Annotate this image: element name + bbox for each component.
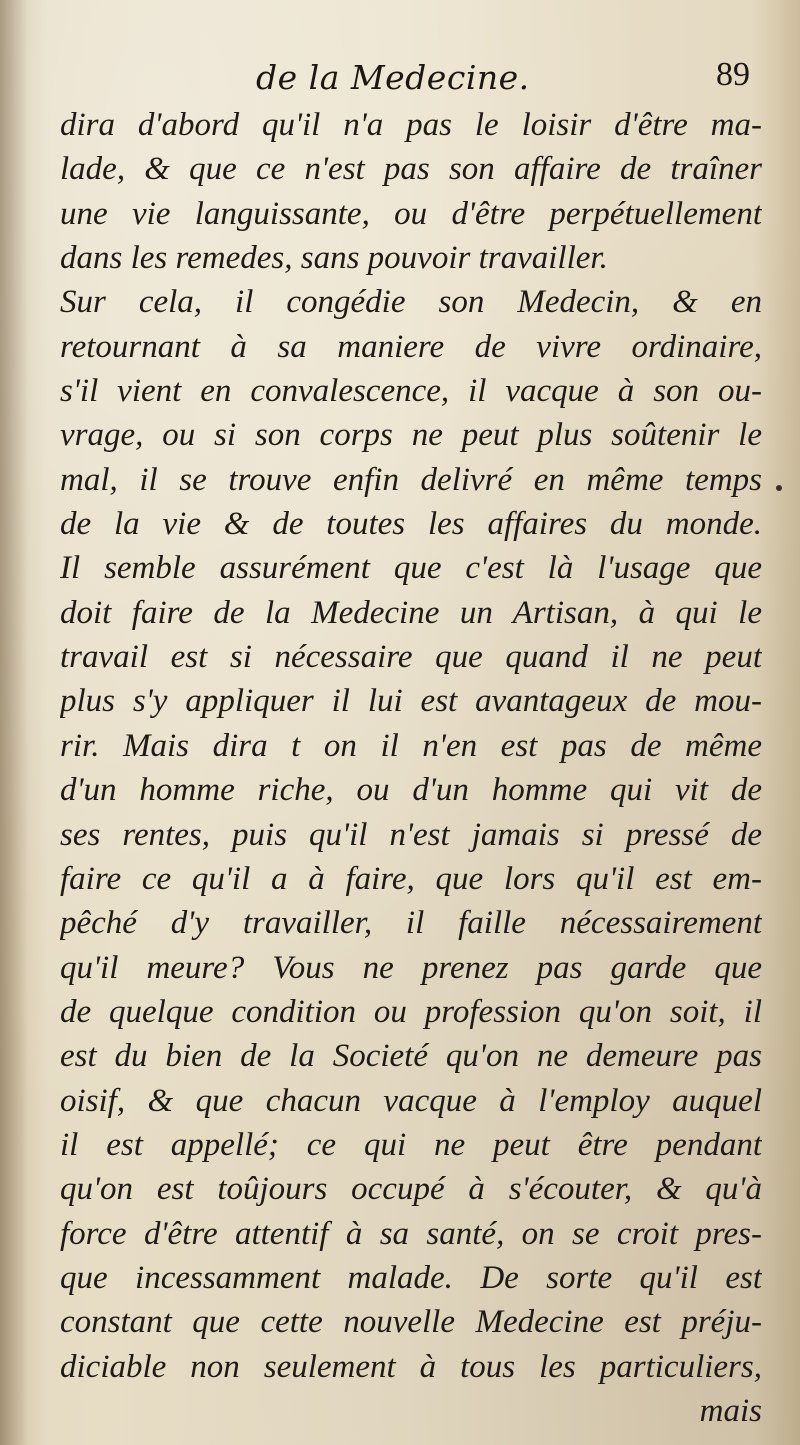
ink-speck	[776, 485, 782, 491]
text-line: plus s'y appliquer il lui est avantageux de mou-	[60, 683, 762, 720]
text-line: diciable non seulement à tous les particuliers,	[60, 1348, 762, 1385]
text-line: rir. Mais dira t on il n'en est pas de même	[60, 727, 762, 764]
text-line: pêché d'y travailler, il faille nécessairement	[60, 905, 762, 942]
text-line: faire ce qu'il a à faire, que lors qu'il est em-	[60, 860, 762, 897]
text-line: qu'on est toûjours occupé à s'écouter, & qu'à	[60, 1171, 762, 1208]
text-line: lade, & que ce n'est pas son affaire de traîner	[60, 151, 762, 188]
text-line: d'un homme riche, ou d'un homme qui vit de	[60, 772, 762, 809]
text-line: constant que cette nouvelle Medecine est préju-	[60, 1304, 762, 1341]
text-line: que incessamment malade. De sorte qu'il est	[60, 1259, 762, 1296]
text-line: travail est si nécessaire que quand il ne peut	[60, 639, 762, 676]
catchword: mais	[699, 1392, 762, 1429]
text-line: qu'il meure? Vous ne prenez pas garde que	[60, 949, 762, 986]
text-line: il est appellé; ce qui ne peut être pendant	[60, 1126, 762, 1163]
text-line: retournant à sa maniere de vivre ordinaire,	[60, 328, 762, 365]
page-number: 89	[716, 56, 750, 93]
text-line: une vie languissante, ou d'être perpétuellement	[60, 195, 762, 232]
text-line: ses rentes, puis qu'il n'est jamais si pressé de	[60, 816, 762, 853]
text-line: force d'être attentif à sa santé, on se croit pres-	[60, 1215, 762, 1252]
text-line: doit faire de la Medecine un Artisan, à qui le	[60, 594, 762, 631]
text-line: dira d'abord qu'il n'a pas le loisir d'être ma-	[60, 107, 762, 143]
text-line: vrage, ou si son corps ne peut plus soûtenir le	[60, 417, 762, 454]
text-line: est du bien de la Societé qu'on ne demeure pas	[60, 1038, 762, 1075]
running-head	[60, 58, 750, 98]
text-line: oisif, & que chacun vacque à l'employ auquel	[60, 1082, 762, 1119]
running-title: de la Medecine.	[256, 58, 530, 97]
text-line: s'il vient en convalescence, il vacque à son ou-	[60, 373, 762, 410]
text-line: de la vie & de toutes les affaires du monde.	[60, 506, 762, 543]
text-line: mal, il se trouve enfin delivré en même temps	[60, 461, 762, 498]
spine-shadow	[0, 0, 28, 1445]
body-text	[60, 103, 762, 1433]
text-line: Il semble assurément que c'est là l'usage que	[60, 550, 762, 587]
text-line: Sur cela, il congédie son Medecin, & en	[60, 284, 762, 321]
text-line: dans les remedes, sans pouvoir travailler.	[60, 240, 608, 277]
text-line: de quelque condition ou profession qu'on soit, il	[60, 993, 762, 1030]
